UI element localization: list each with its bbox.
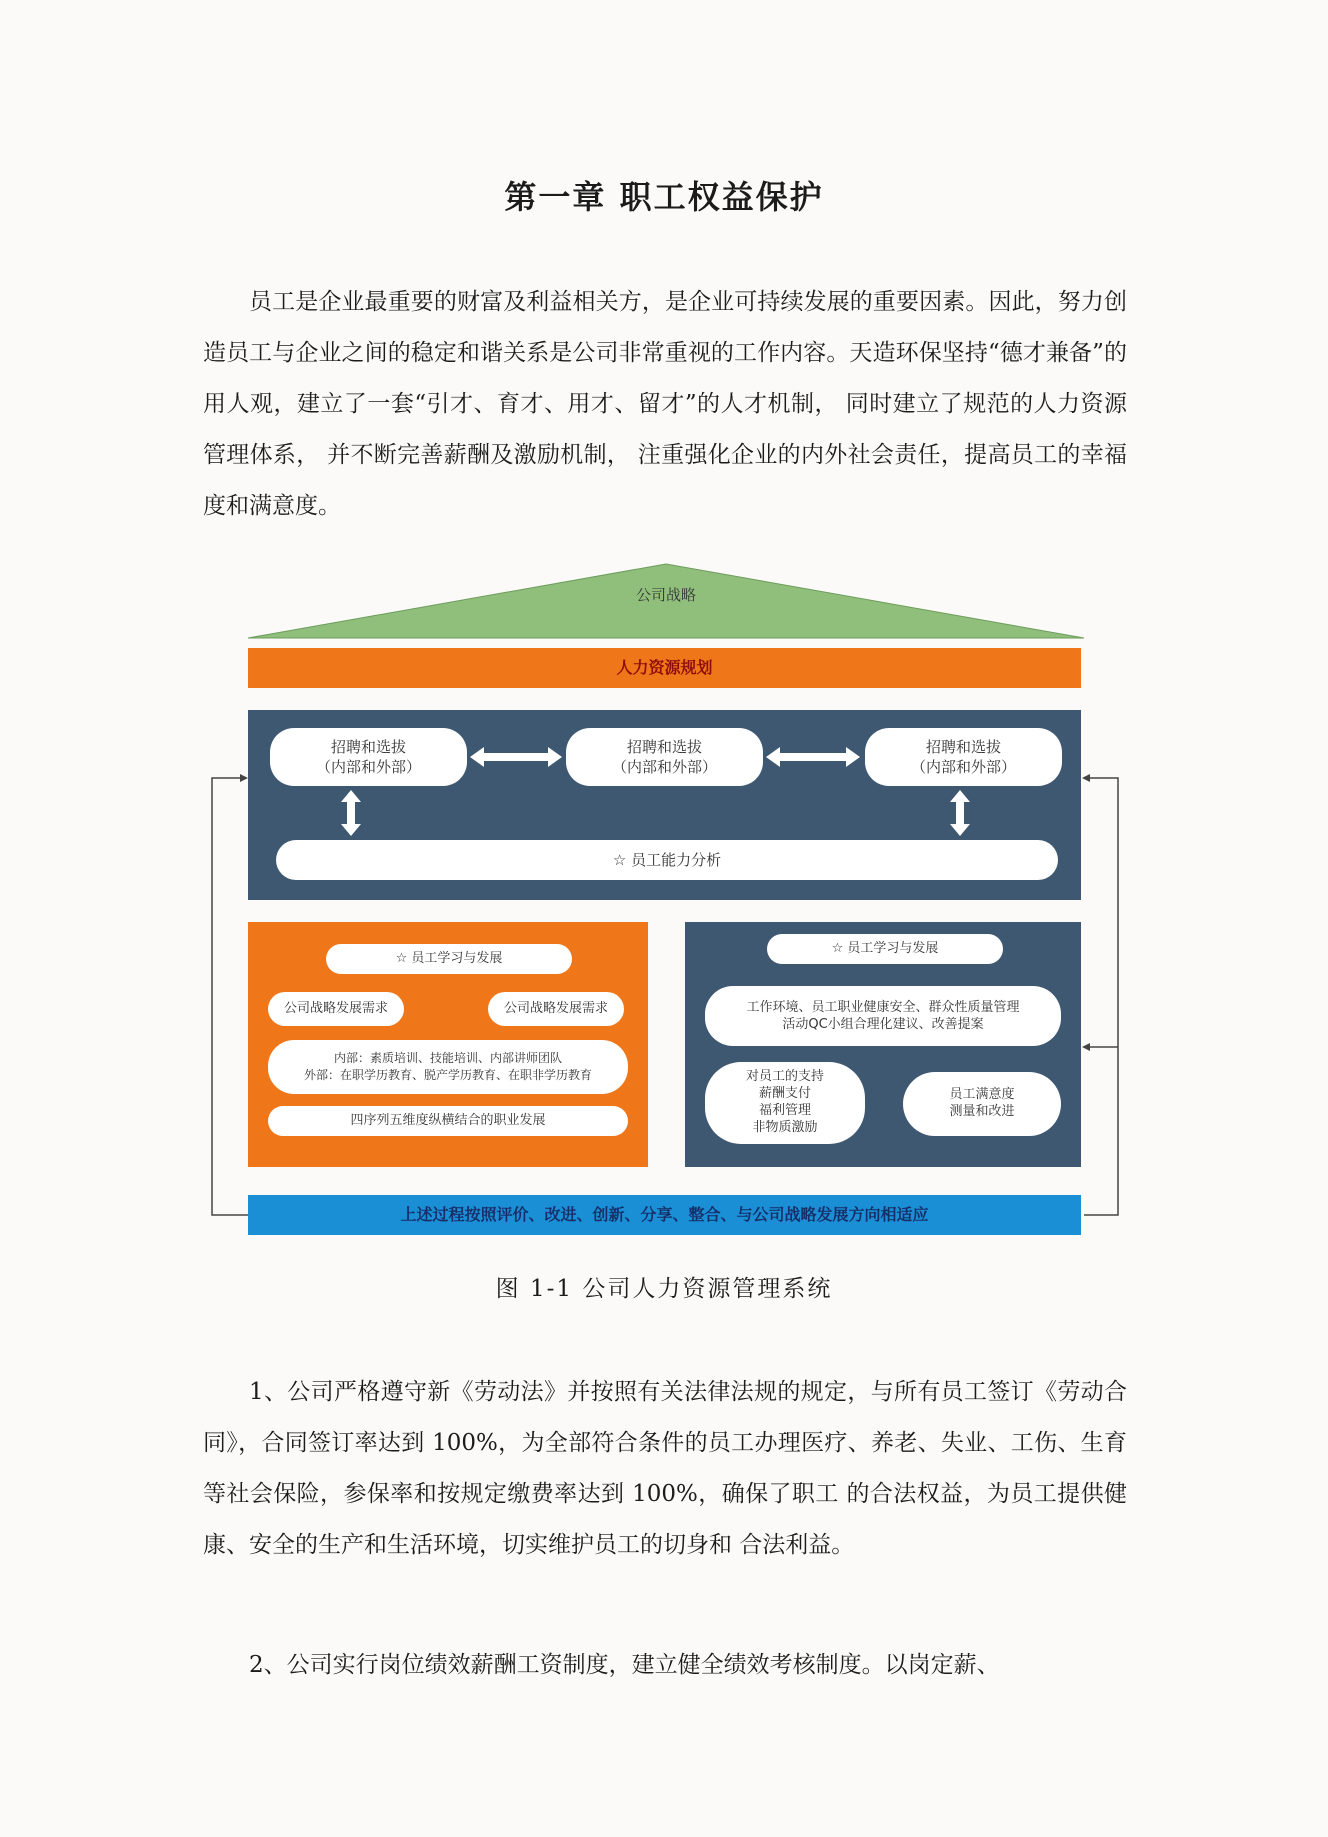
strategy-demand-1: 公司战略发展需求: [268, 992, 404, 1026]
vertical-arrow-2: [950, 790, 970, 836]
support-line-4: 非物质激励: [752, 1120, 818, 1135]
recruit-box-3-title: 招聘和选拔: [925, 738, 1001, 756]
strategy-demand-2: 公司战略发展需求: [488, 992, 624, 1026]
recruitment-panel: [248, 710, 1081, 900]
feedback-line-right: [1084, 778, 1118, 1215]
feedback-arrow-right: [1082, 774, 1090, 782]
recruit-box-2-sub: （内部和外部）: [611, 758, 717, 776]
recruit-box-2-title: 招聘和选拔: [626, 738, 702, 756]
satisfaction-line-1: 员工满意度: [949, 1087, 1015, 1102]
double-arrow-2: [766, 747, 860, 767]
right-panel-title: ☆ 员工学习与发展: [767, 934, 1003, 964]
feedback-line-left: [212, 778, 248, 1215]
recruit-box-3-sub: （内部和外部）: [910, 758, 1016, 776]
support-line-3: 福利管理: [758, 1103, 811, 1118]
vertical-arrow-1: [341, 790, 361, 836]
recruit-box-1-sub: （内部和外部）: [315, 758, 421, 776]
ability-analysis-bar: ☆ 员工能力分析: [276, 840, 1058, 880]
intro-paragraph: 员工是企业最重要的财富及利益相关方，是企业可持续发展的重要因素。因此，努力创造员工与企业之间的稳定和谐关系是公司非常重视的工作内容。天造环保坚持“德才兼备”的用人观，建立了一套“引才、育才、用才、留才”的人才机制， 同时建立了规范的人力资源管理体系， 并不断完善薪酬及激励机制， 注重强化企业的内外社会责任，提高员工的幸福度和满意度。: [203, 289, 1127, 519]
satisfaction-line-2: 测量和改进: [949, 1104, 1015, 1119]
career-development-box: 四序列五维度纵横结合的职业发展: [268, 1106, 628, 1136]
roof-label: 公司战略: [635, 586, 696, 604]
paragraph-1: 1、公司严格遵守新《劳动法》并按照有关法律法规的规定，与所有员工签订《劳动合同》，合同签订率达到 100%，为全部符合条件的员工办理医疗、养老、失业、工伤、生育等社会保险，参保率和按规定缴费率达到 100%，确保了职工 的合法权益，为员工提供健康、安全的生产和生活环境，切实维护员工的切身和 合法利益。: [203, 1379, 1127, 1558]
evaluation-band: 上述过程按照评价、改进、创新、分享、整合、与公司战略发展方向相适应: [248, 1195, 1081, 1235]
training-internal: 内部：素质培训、技能培训、内部讲师团队: [333, 1051, 562, 1065]
training-box: [268, 1040, 628, 1094]
feedback-arrow-right-2: [1082, 1043, 1090, 1051]
learning-panel-left: [248, 922, 648, 1167]
hr-planning-band: 人力资源规划: [248, 648, 1081, 688]
recruit-box-1-title: 招聘和选拔: [330, 738, 406, 756]
employee-support-box: [705, 1062, 865, 1144]
paragraph-2: 2、公司实行岗位绩效薪酬工资制度，建立健全绩效考核制度。以岗定薪、: [249, 1652, 1000, 1678]
work-environment-line-1: 工作环境、员工职业健康安全、群众性质量管理: [746, 1000, 1020, 1015]
learning-panel-right: [685, 922, 1081, 1167]
support-line-1: 对员工的支持: [745, 1069, 824, 1084]
feedback-arrow-left: [240, 774, 248, 782]
satisfaction-box: [903, 1072, 1061, 1136]
left-panel-title: ☆ 员工学习与发展: [326, 944, 572, 974]
work-environment-box: [705, 986, 1061, 1046]
training-external: 外部：在职学历教育、脱产学历教育、在职非学历教育: [303, 1068, 592, 1082]
support-line-2: 薪酬支付: [758, 1086, 811, 1101]
hr-management-diagram: [200, 560, 1132, 1245]
double-arrow-1: [470, 747, 562, 767]
figure-caption: 图 1-1 公司人力资源管理系统: [495, 1276, 833, 1302]
work-environment-line-2: 活动QC小组合理化建议、改善提案: [782, 1017, 984, 1032]
chapter-title: 第一章 职工权益保护: [504, 178, 824, 216]
